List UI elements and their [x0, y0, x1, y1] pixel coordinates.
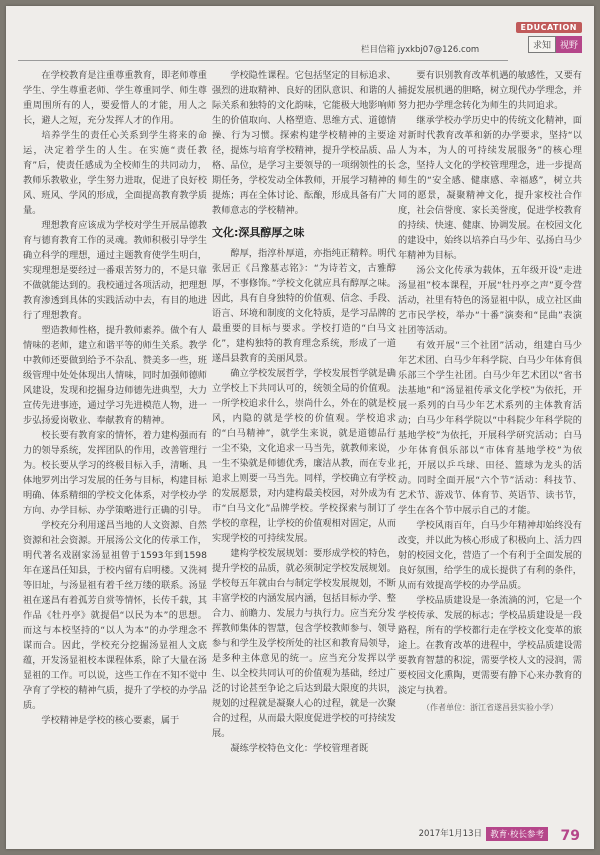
section-label-box2: 视野 [556, 36, 582, 53]
text-column-2 [212, 68, 396, 756]
author-affiliation: （作者单位：浙江省遂昌县实验小学） [422, 703, 558, 712]
paragraph: 有效开展“三个社团”活动，组建白马少年艺术团、白马少年科学院、白马少年体育俱乐部三个学生社团。白马少年艺术团以“省书法基地”和“汤显祖传承文化学校”为依托，开展一系列的白马少年艺术系列的主体教育活动；白马少年科学院以“中科院少年科学院的基地学校”为依托，开展科学研究活动；白马少年体育俱乐部以“市体育基地学校”为依托，开展以乒乓球、田径、篮球为龙头的活动。同时全面开展“六个节”活动：科技节、艺术节、游戏节、体育节、英语节、读书节，学生在各个节中展示自己的才能。 [398, 340, 582, 516]
paragraph: 学校隐性课程。它包括坚定的目标追求、强烈的进取精神、良好的团队意识、和谐的人际关系和独特的文化韵味，它能极大地影响师生的价值取向、人格塑造、思维方式、道德情操、行为习惯。探索构建学校精神的主要途径，提炼与培育学校精神，提升学校品质、品格、品位，是学习主要领导的一项纲领性的长期任务，学校发动全体教师，开展学习精神的提炼；再在全体讨论、酝酿，形成具备有广大教师意志的学校精神。 [212, 70, 396, 216]
page-header [6, 6, 594, 68]
paragraph: 理想教育应该成为学校对学生开展品德教育与德育教育工作的灵魂。教师积极引导学生确立科学的理想，通过主题教育使学生明白，实现理想是要经过一番艰苦努力的，不是只靠不做就能达到的。我校通过各项活动，把理想教育渗透到具体的实践活动中去，有目的地进行了理想教育。 [23, 220, 207, 321]
magazine-page [6, 6, 594, 849]
paragraph: 学校充分利用遂昌当地的人文资源、自然资源和社会资源。开展汤公文化的传承工作，明代著名戏剧家汤显祖曾于1593年到1598年在遂昌任知县，于校内留有启明楼。又洗祠等旧址，与汤显祖有着千丝万缕的联系。汤显祖在遂昌有着孤芳自赏等情怀，长传千载，其作品《牡丹亭》就提倡“以民为本”的思想。而这与本校坚持的“以人为本”的办学理念不谋而合。因此，学校充分挖掘汤显祖人文底蕴，开发汤显祖校本课程体系，除了大量在汤显祖的工作。可以说，这些工作在不知不觉中孕育了学校的精神气质，提升了学校的办学品质。 [23, 520, 207, 711]
text-column-1 [23, 68, 207, 728]
paragraph: 学校风雨百年，白马少年精神却始终没有改变，并以此为核心形成了积极向上、活力四射的校园文化，营造了一个有利于全面发展的良好氛围，给学生的成长提供了有利的条件，从而有效提高学校的办学品质。 [398, 520, 582, 591]
section-label [528, 36, 582, 53]
paragraph: 培养学生的责任心关系到学生将来的命运，决定着学生的人生。在实施“责任教育”后，使责任感成为全校师生的共同动力，教师乐教敬业，学生努力进取，促进了良好校风、班风、学风的形成，全面提高教育教学质量。 [23, 130, 207, 216]
paragraph: 确立学校发展哲学，学校发展哲学就是确立学校上下共同认可的，统领全局的价值观。一所学校追求什么，崇尚什么，外在的就是校风，内隐的就是学校的价值观。学校追求的“白马精神”，就学生来说，就是道德品行一尘不染，文化追求一马当先，就教师来说，一生不染就是师德优秀，廉洁从教，而在专业追求上则要一马当先。同样，学校确立有学校的发展愿景，对内建构最美校园，对外成为有市“白马文化”品牌学校。学校探索与制订了学校的章程，让学校的价值观相对固定，从而实现学校的可持续发展。 [212, 368, 396, 544]
paragraph: 校长要有教育家的情怀，着力建构强而有力的领导系统，发挥团队的作用，改善管理行为。校长要从学习的终极目标入手，清晰、具体地罗列出学习发展的任务与目标，构建目标明确、体系精细的学校文化体系，对学校办学方向、办学目标、办学策略进行正确的引导。 [23, 430, 207, 516]
column-mailbox: 栏目信箱 jyxkbj07@126.com [361, 45, 480, 55]
paragraph: 建构学校发展规划：要形成学校的特色，提升学校的品质，就必须制定学校发展规划。学校每五年就由台与制定学校发展规划，不断丰富学校的内涵发展内涵，包括目标办学、整合力、前瞻力、发展力与执行力。应当充分发挥教师集体的智慧，包含学校教师参与、领导参与和学生及学校所处的社区和教育局领导，是多种主体意见的统一。应当充分发挥以学生、以全校共同认可的价值观为基础，经过广泛的讨论甚至争论之后达到最大限度的共识，规划的过程就是凝聚人心的过程，就是一次聚合的过程，从而最大限度促进学校的可持续发展。 [212, 548, 396, 739]
section-label-box1: 求知 [528, 36, 556, 53]
paragraph: 要有识别教育改革机遇的敏感性，又要有捕捉发展机遇的胆略，树立现代办学理念，并努力把办学理念转化为师生的共同追求。 [398, 70, 582, 111]
page-number: 79 [560, 828, 580, 844]
education-badge: EDUCATION [516, 22, 582, 33]
paragraph: 在学校教育是注重尊重教育，即老师尊重学生、学生尊重老师、学生尊重同学、师生尊重周围所有的人，要爱惜人的才能，用人之长，避人之短，充分发挥人才的作用。 [23, 70, 207, 126]
header-divider [18, 60, 508, 61]
paragraph: 凝练学校特色文化：学校管理者既 [230, 743, 369, 754]
text-column-3 [398, 68, 582, 713]
journal-name: 教育·校长参考 [486, 827, 548, 841]
paragraph: 塑造教师性格，提升教师素养。做个有人情味的老师，建立和谐平等的师生关系。教学中教师还要做到给予不杂乱、赞美多一些，班级管理中处处体现出人情味，同时加强师德师风建设，发现和挖掘身边师德先进典型，大力宣传先进事迹，通过学习先进模范人物，进一步弘扬爱岗敬业、奉献教育的精神。 [23, 325, 207, 426]
section-heading: 文化:深具醇厚之味 [212, 226, 305, 239]
paragraph: 学校品质建设是一条流淌的河，它是一个学校传承、发展的标志；学校品质建设是一段路程，所有的学校都行走在学校文化变革的旅途上。在教育改革的进程中，学校品质建设需要教育智慧的积淀，需要学校人文的浸润，需要校园文化熏陶，更需要有静下心来办教育的淡定与执着。 [398, 595, 582, 696]
paragraph: 汤公文化传承为载体，五年级开设“走进汤显祖”校本课程，开展“牡丹亭之声”夏令营活动，社里有特色的汤显祖中队，成立社区曲艺市民学校，举办“十番”演奏和“昆曲”表演社团等活动。 [398, 265, 582, 336]
paragraph: 继承学校办学历史中的传统文化精神，面对新时代教育改革和新的办学要求，坚持“以人为本，为人的可持续发展服务”的核心理念，坚持人文化的学校管理理念，进一步提高师生的“安全感、健康感、幸福感”，树立共同的愿景，凝聚精神文化，提升家校社合作度，社会信誉度、家长美誉度，促进学校教育的持续、快速、健康、协调发展。在校园文化的建设中，始终以培养白马少年、弘扬白马少年精神为目标。 [398, 115, 582, 261]
issue-date: 2017年1月13日 [418, 829, 482, 839]
paragraph: 学校精神是学校的核心要素，属于 [41, 715, 180, 726]
paragraph: 醇厚，指淳朴厚道，亦指纯正精粹。明代张居正《吕豫墓志铭》：“为诗若文，古雅醇厚，不事修饰。”学校文化就应具有醇厚之味。因此，具有自身独特的价值观、信念、手段、语言、环境和制度的文化特质，是学习品牌的最重要的目标与要求。学校打造的“白马文化”，建构独特的教育理念系统，形成了一道遂昌县教育的美丽风景。 [212, 248, 396, 364]
page-footer [6, 819, 594, 849]
